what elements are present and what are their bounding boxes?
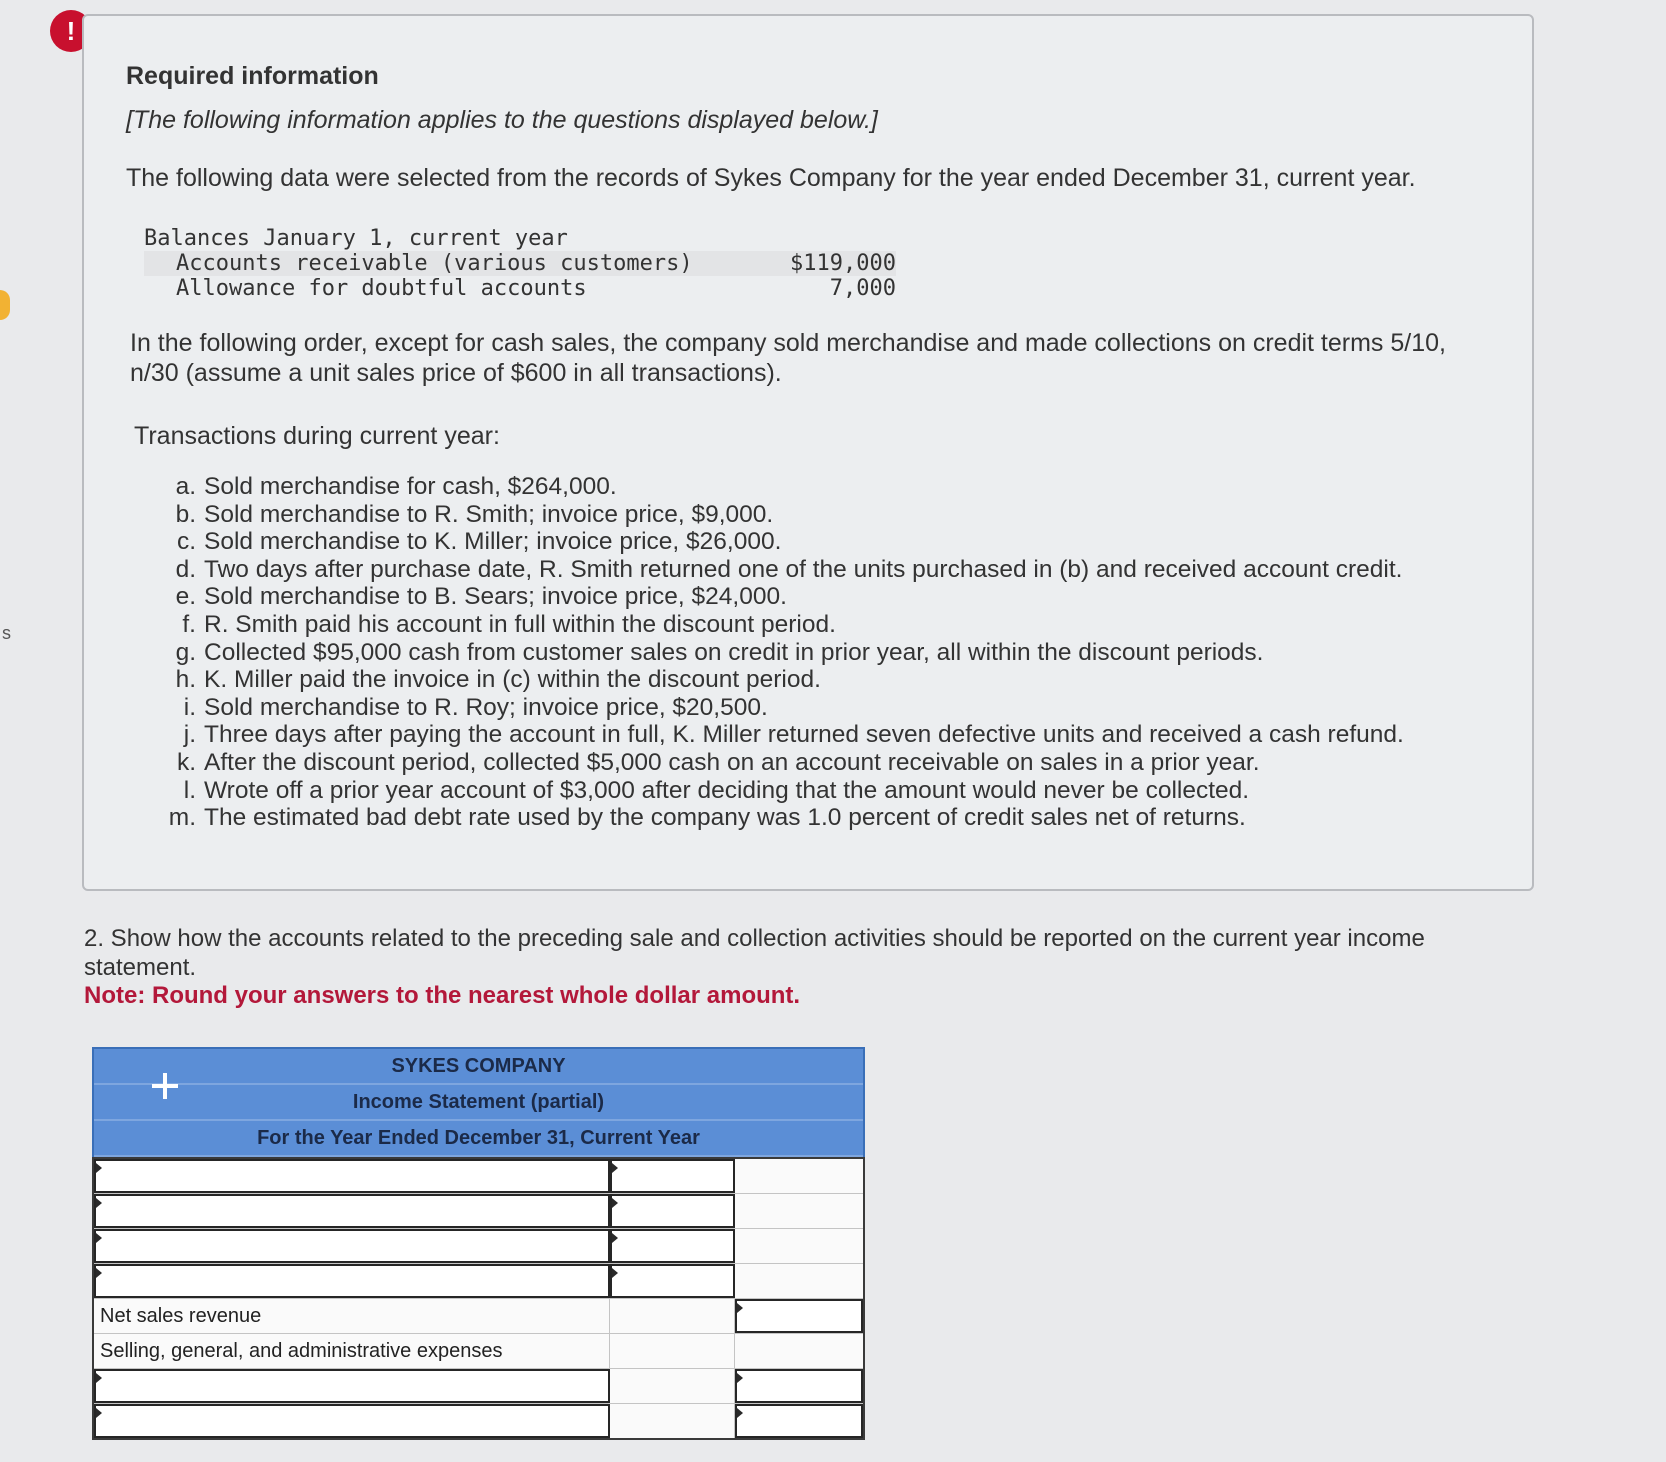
- table-row: [94, 1334, 863, 1369]
- statement-title: Income Statement (partial): [94, 1085, 863, 1121]
- item-letter: b.: [175, 500, 196, 528]
- question-text: 2. Show how the accounts related to the preceding sale and collection activities should be reported on the current year income statement.: [84, 925, 1425, 981]
- list-item: [166, 556, 1404, 584]
- list-item: [166, 583, 1404, 611]
- list-item: [166, 694, 1404, 722]
- list-item: [166, 528, 1404, 556]
- item-text: After the discount period, collected $5,000 cash on an account receivable on sales in a prior year.: [204, 748, 1260, 776]
- intro-text: The following data were selected from the records of Sykes Company for the year ended December 31, current year.: [126, 164, 1416, 192]
- table-row: [94, 1159, 863, 1194]
- statement-period: For the Year Ended December 31, Current Year: [94, 1121, 863, 1157]
- total-cell: [735, 1159, 863, 1193]
- item-text: Collected $95,000 cash from customer sales on credit in prior year, all within the discount periods.: [204, 638, 1264, 666]
- item-letter: l.: [183, 776, 196, 804]
- credit-terms-text: In the following order, except for cash sales, the company sold merchandise and made collections on credit terms 5/10, n/30 (assume a unit sales price of $600 in all transactions).: [130, 329, 1446, 387]
- amount-input[interactable]: [735, 1404, 863, 1438]
- table-row: [94, 1299, 863, 1334]
- amount-input[interactable]: [610, 1229, 735, 1263]
- list-item: [166, 749, 1404, 777]
- item-letter: a.: [175, 473, 196, 500]
- balances-heading-row: [144, 226, 896, 251]
- income-statement-worksheet: [92, 1047, 865, 1440]
- item-letter: m.: [168, 804, 196, 832]
- balance-label: Allowance for doubtful accounts: [176, 276, 587, 301]
- item-letter: k.: [176, 748, 196, 776]
- table-row: [94, 1404, 863, 1438]
- amount-input[interactable]: [610, 1159, 735, 1193]
- item-text: Two days after purchase date, R. Smith returned one of the units purchased in (b) and received account credit.: [204, 555, 1403, 583]
- total-cell: [735, 1229, 863, 1263]
- total-cell: [735, 1194, 863, 1228]
- amount-input[interactable]: [610, 1264, 735, 1298]
- item-text: Three days after paying the account in full, K. Miller returned seven defective units and received a cash refund.: [204, 721, 1404, 749]
- transactions-list: [166, 473, 1404, 832]
- account-dropdown[interactable]: [94, 1194, 610, 1228]
- item-text: Sold merchandise to R. Roy; invoice price, $20,500.: [204, 693, 768, 721]
- balance-value: $119,000: [790, 251, 896, 276]
- amount-cell: [610, 1369, 735, 1403]
- list-item: [166, 804, 1404, 832]
- balances-table: [144, 226, 896, 301]
- amount-input[interactable]: [610, 1194, 735, 1228]
- statement-header: [92, 1047, 865, 1157]
- item-letter: c.: [176, 528, 196, 556]
- account-dropdown[interactable]: [94, 1369, 610, 1403]
- table-row: [94, 1229, 863, 1264]
- list-item: [166, 666, 1404, 694]
- amount-cell: [610, 1299, 735, 1333]
- list-item: [166, 639, 1404, 667]
- transactions-title: Transactions during current year:: [134, 422, 500, 450]
- balances-heading: Balances January 1, current year: [144, 226, 568, 251]
- net-sales-revenue-input[interactable]: [735, 1299, 863, 1333]
- balance-label: Accounts receivable (various customers): [176, 251, 693, 276]
- amount-input[interactable]: [735, 1369, 863, 1403]
- balance-row: [144, 276, 896, 301]
- net-sales-revenue-label: Net sales revenue: [94, 1299, 610, 1333]
- item-text: Sold merchandise for cash, $264,000.: [204, 473, 617, 500]
- amount-cell: [610, 1404, 735, 1438]
- item-text: Wrote off a prior year account of $3,000 after deciding that the amount would never be collected.: [204, 776, 1250, 804]
- statement-company: SYKES COMPANY: [94, 1049, 863, 1085]
- list-item: [166, 501, 1404, 529]
- account-dropdown[interactable]: [94, 1404, 610, 1438]
- table-row: [94, 1194, 863, 1229]
- statement-grid: [92, 1157, 865, 1440]
- table-row: [94, 1264, 863, 1299]
- item-text: Sold merchandise to R. Smith; invoice price, $9,000.: [204, 500, 774, 528]
- account-dropdown[interactable]: [94, 1159, 610, 1193]
- list-item: [166, 611, 1404, 639]
- amount-cell: [610, 1334, 735, 1368]
- item-letter: j.: [183, 721, 196, 749]
- item-text: R. Smith paid his account in full within the discount period.: [204, 610, 836, 638]
- item-text: Sold merchandise to K. Miller; invoice price, $26,000.: [204, 528, 782, 556]
- total-cell: [735, 1264, 863, 1298]
- required-information-subtitle: [The following information applies to the questions displayed below.]: [126, 106, 878, 134]
- item-letter: h.: [175, 666, 196, 694]
- item-text: K. Miller paid the invoice in (c) within the discount period.: [204, 666, 821, 694]
- list-item: [166, 473, 1404, 501]
- balance-value: 7,000: [829, 276, 896, 301]
- rounding-note: Note: Round your answers to the nearest whole dollar amount.: [84, 982, 801, 1009]
- list-item: [166, 721, 1404, 749]
- left-edge-letter: s: [2, 623, 11, 643]
- required-information-title: Required information: [126, 62, 379, 90]
- item-letter: d.: [175, 555, 196, 583]
- table-row: [94, 1369, 863, 1404]
- balance-row: [144, 251, 896, 276]
- required-information-panel: [82, 14, 1534, 891]
- item-text: Sold merchandise to B. Sears; invoice price, $24,000.: [204, 583, 787, 611]
- item-letter: g.: [175, 638, 196, 666]
- plus-icon[interactable]: [152, 1073, 178, 1099]
- item-letter: f.: [182, 610, 196, 638]
- total-cell: [735, 1334, 863, 1368]
- item-text: The estimated bad debt rate used by the company was 1.0 percent of credit sales net of returns.: [204, 804, 1246, 832]
- item-letter: e.: [175, 583, 196, 611]
- exclamation-icon: !: [50, 10, 92, 52]
- account-dropdown[interactable]: [94, 1229, 610, 1263]
- sga-expenses-label: Selling, general, and administrative expenses: [94, 1334, 610, 1368]
- left-edge-indicator: [0, 290, 10, 320]
- account-dropdown[interactable]: [94, 1264, 610, 1298]
- item-letter: i.: [183, 693, 196, 721]
- list-item: [166, 777, 1404, 805]
